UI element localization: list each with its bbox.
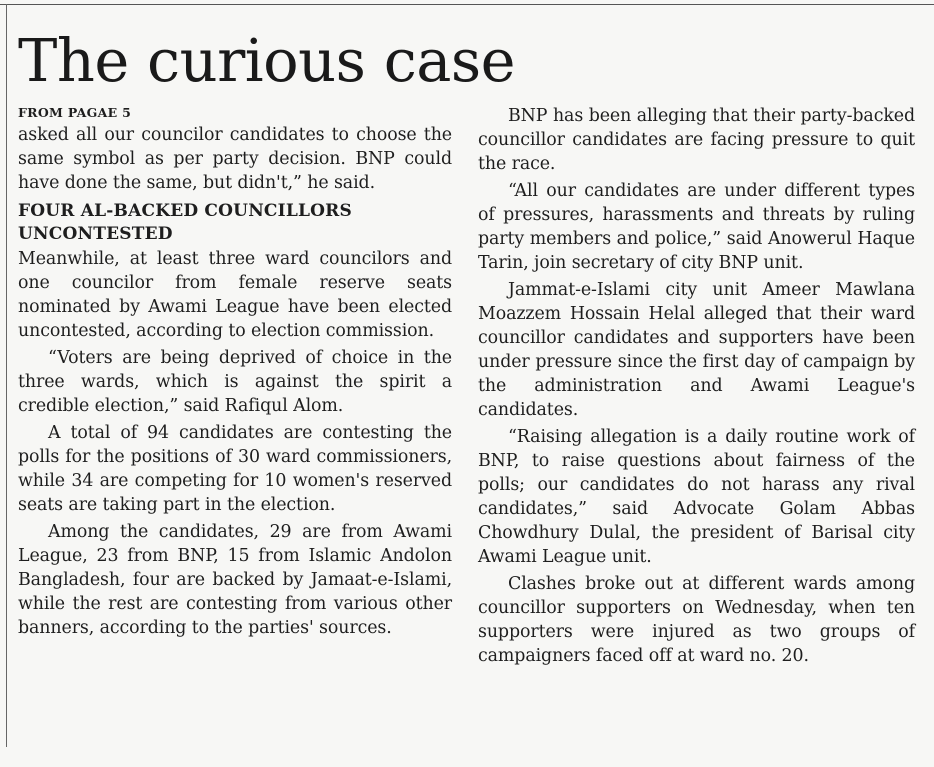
paragraph: Jammat-e-Islami city unit Ameer Mawlana Moazzem Hossain Helal alleged that their ward councillor candidates and supporters have been under pressure since the first day of campaign by the administration and Awami League's candidates. xyxy=(478,280,915,420)
paragraph: “Voters are being deprived of choice in the three wards, which is against the spirit a credible election,” said Rafiqul Alom. xyxy=(18,348,452,416)
paragraph: “All our candidates are under different types of pressures, harassments and threats by ruling party members and police,” said Anowerul Haque Tarin, join secretary of city BNP unit. xyxy=(478,181,915,273)
paragraph: Among the candidates, 29 are from Awami League, 23 from BNP, 15 from Islamic Andolon Bangladesh, four are backed by Jamaat-e-Islami, while the rest are contesting from various other banners, according to the parties' sources. xyxy=(18,522,452,638)
left-column xyxy=(18,104,452,640)
paragraph: “Raising allegation is a daily routine work of BNP, to raise questions about fairness of the polls; our candidates do not harass any rival candidates,” said Advocate Golam Abbas Chowdhury Dulal, the president of Barisal city Awami League unit. xyxy=(478,427,915,567)
top-border-rule xyxy=(0,4,934,5)
subheading: FOUR AL-BACKED COUNCILLORS UNCONTESTED xyxy=(18,201,352,244)
paragraph: asked all our councilor candidates to choose the same symbol as per party decision. BNP could have done the same, but didn't,” he said. xyxy=(18,125,452,193)
left-border-rule xyxy=(6,4,7,747)
paragraph: A total of 94 candidates are contesting the polls for the positions of 30 ward commissioners, while 34 are competing for 10 women's reserved seats are taking part in the election. xyxy=(18,423,452,515)
headline: The curious case xyxy=(18,26,516,95)
jump-line: FROM PAGAE 5 xyxy=(18,105,132,120)
paragraph: BNP has been alleging that their party-backed councillor candidates are facing pressure to quit the race. xyxy=(478,106,915,174)
paragraph: Meanwhile, at least three ward councilors and one councilor from female reserve seats nominated by Awami League have been elected uncontested, according to election commission. xyxy=(18,249,452,341)
right-column xyxy=(478,104,915,668)
paragraph: Clashes broke out at different wards among councillor supporters on Wednesday, when ten supporters were injured as two groups of campaigners faced off at ward no. 20. xyxy=(478,574,915,666)
